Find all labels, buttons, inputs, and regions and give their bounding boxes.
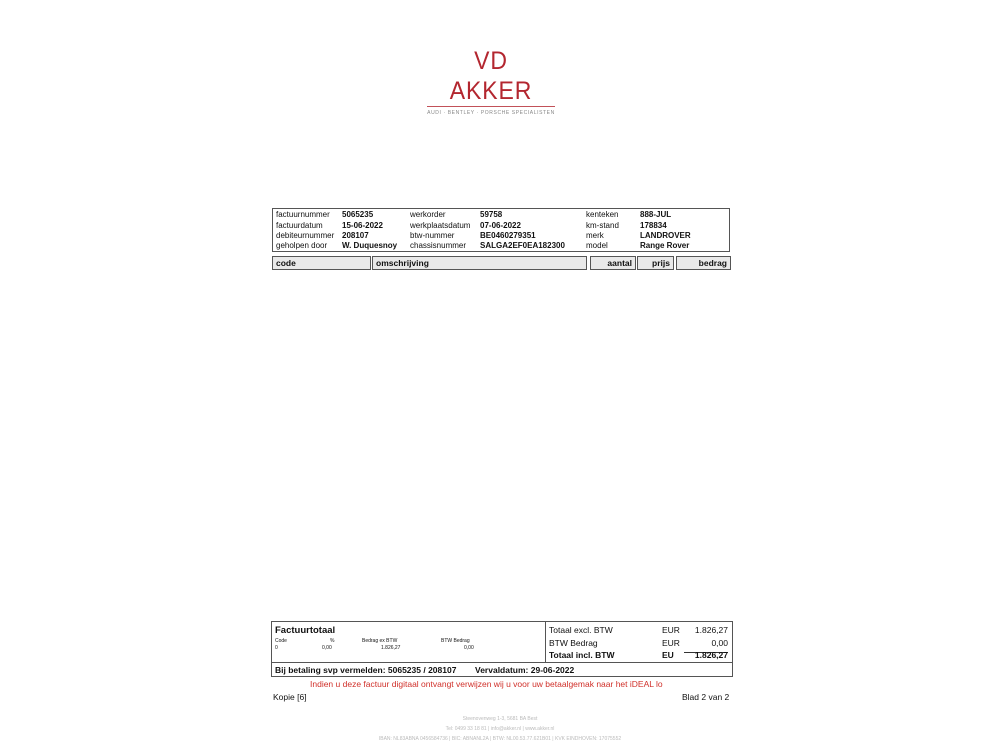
totals-divider-horizontal xyxy=(272,662,732,663)
meta-label: factuurdatum xyxy=(276,221,323,230)
column-header-quantity: aantal xyxy=(590,256,636,270)
vehicle-model: Range Rover xyxy=(640,241,690,250)
chassis-number: SALGA2EF0EA182300 xyxy=(480,241,565,250)
vat-table-cell: 0,00 xyxy=(464,645,474,651)
column-header-amount: bedrag xyxy=(676,256,731,270)
vat-amount-value: 0,00 xyxy=(711,638,728,648)
workshop-date: 07-06-2022 xyxy=(480,221,521,230)
meta-label: model xyxy=(586,241,608,250)
work-order: 59758 xyxy=(480,210,503,219)
copy-label: Kopie [6] xyxy=(273,692,307,702)
invoice-date: 15-06-2022 xyxy=(342,221,383,230)
logo-wordmark: VD AKKER xyxy=(449,47,533,105)
column-header-description: omschrijving xyxy=(372,256,587,270)
meta-label: km-stand xyxy=(586,221,619,230)
footer-address: Steenovenweg 1-3, 5681 BA Best xyxy=(462,716,538,722)
due-date: Vervaldatum: 29-06-2022 xyxy=(475,665,575,675)
vat-table-header: % xyxy=(330,638,335,644)
meta-label: werkplaatsdatum xyxy=(410,221,471,230)
meta-label: geholpen door xyxy=(276,241,328,250)
currency-label: EUR xyxy=(662,625,680,635)
meta-label: kenteken xyxy=(586,210,619,219)
currency-label: EUR xyxy=(662,638,680,648)
page-indicator: Blad 2 van 2 xyxy=(682,692,730,702)
column-header-price: prijs xyxy=(637,256,674,270)
vat-table-cell: 1.826,27 xyxy=(381,645,401,651)
meta-label: debiteurnummer xyxy=(276,231,335,240)
payment-reference: Bij betaling svp vermelden: 5065235 / 208107 xyxy=(275,665,457,675)
company-logo xyxy=(426,46,556,116)
ideal-payment-notice: Indien u deze factuur digitaal ontvangt verwijzen wij u voor uw betaalgemak naar het iDEAL lo xyxy=(310,679,663,689)
vat-amount-label: BTW Bedrag xyxy=(549,638,598,648)
vat-table-header: Bedrag ex BTW xyxy=(362,638,398,644)
debtor-number: 208107 xyxy=(342,231,369,240)
vat-table-header: BTW Bedrag xyxy=(441,638,470,644)
vat-table-cell: 0 xyxy=(275,645,278,651)
total-excl-vat-label: Totaal excl. BTW xyxy=(549,625,613,635)
vat-number: BE0460279351 xyxy=(480,231,536,240)
totals-title: Factuurtotaal xyxy=(275,625,336,636)
meta-label: btw-nummer xyxy=(410,231,455,240)
currency-label: EU xyxy=(662,650,674,660)
helped-by: W. Duquesnoy xyxy=(342,241,398,250)
mileage: 178834 xyxy=(640,221,667,230)
footer-bank-details: IBAN: NL83ABNA 0456584736 | BIC: ABNANL2A | BTW: NL00.53.77.621B01 | KVK EINDHOVEN: 17075552 xyxy=(378,736,622,742)
totals-divider-vertical xyxy=(545,622,546,662)
meta-label: merk xyxy=(586,231,604,240)
invoice-number: 5065235 xyxy=(342,210,374,219)
total-incl-vat-value: 1.826,27 xyxy=(694,650,728,660)
vehicle-brand: LANDROVER xyxy=(640,231,691,240)
meta-label: factuurnummer xyxy=(276,210,330,219)
invoice-totals-box xyxy=(271,621,733,677)
total-excl-vat-value: 1.826,27 xyxy=(694,625,728,635)
license-plate: 888-JUL xyxy=(640,210,672,219)
footer-contact: Tel: 0499 33 18 81 | info@akker.nl | www.akker.nl xyxy=(445,726,555,732)
invoice-meta-box xyxy=(272,208,730,252)
column-header-code: code xyxy=(272,256,371,270)
logo-tagline: AUDI · BENTLEY · PORSCHE SPECIALISTEN xyxy=(427,110,555,116)
meta-label: chassisnummer xyxy=(410,241,467,250)
vat-table-header: Code xyxy=(275,638,287,644)
total-incl-vat-label: Totaal incl. BTW xyxy=(549,650,615,660)
logo-divider xyxy=(427,106,555,107)
vat-table-cell: 0,00 xyxy=(322,645,332,651)
meta-label: werkorder xyxy=(410,210,446,219)
